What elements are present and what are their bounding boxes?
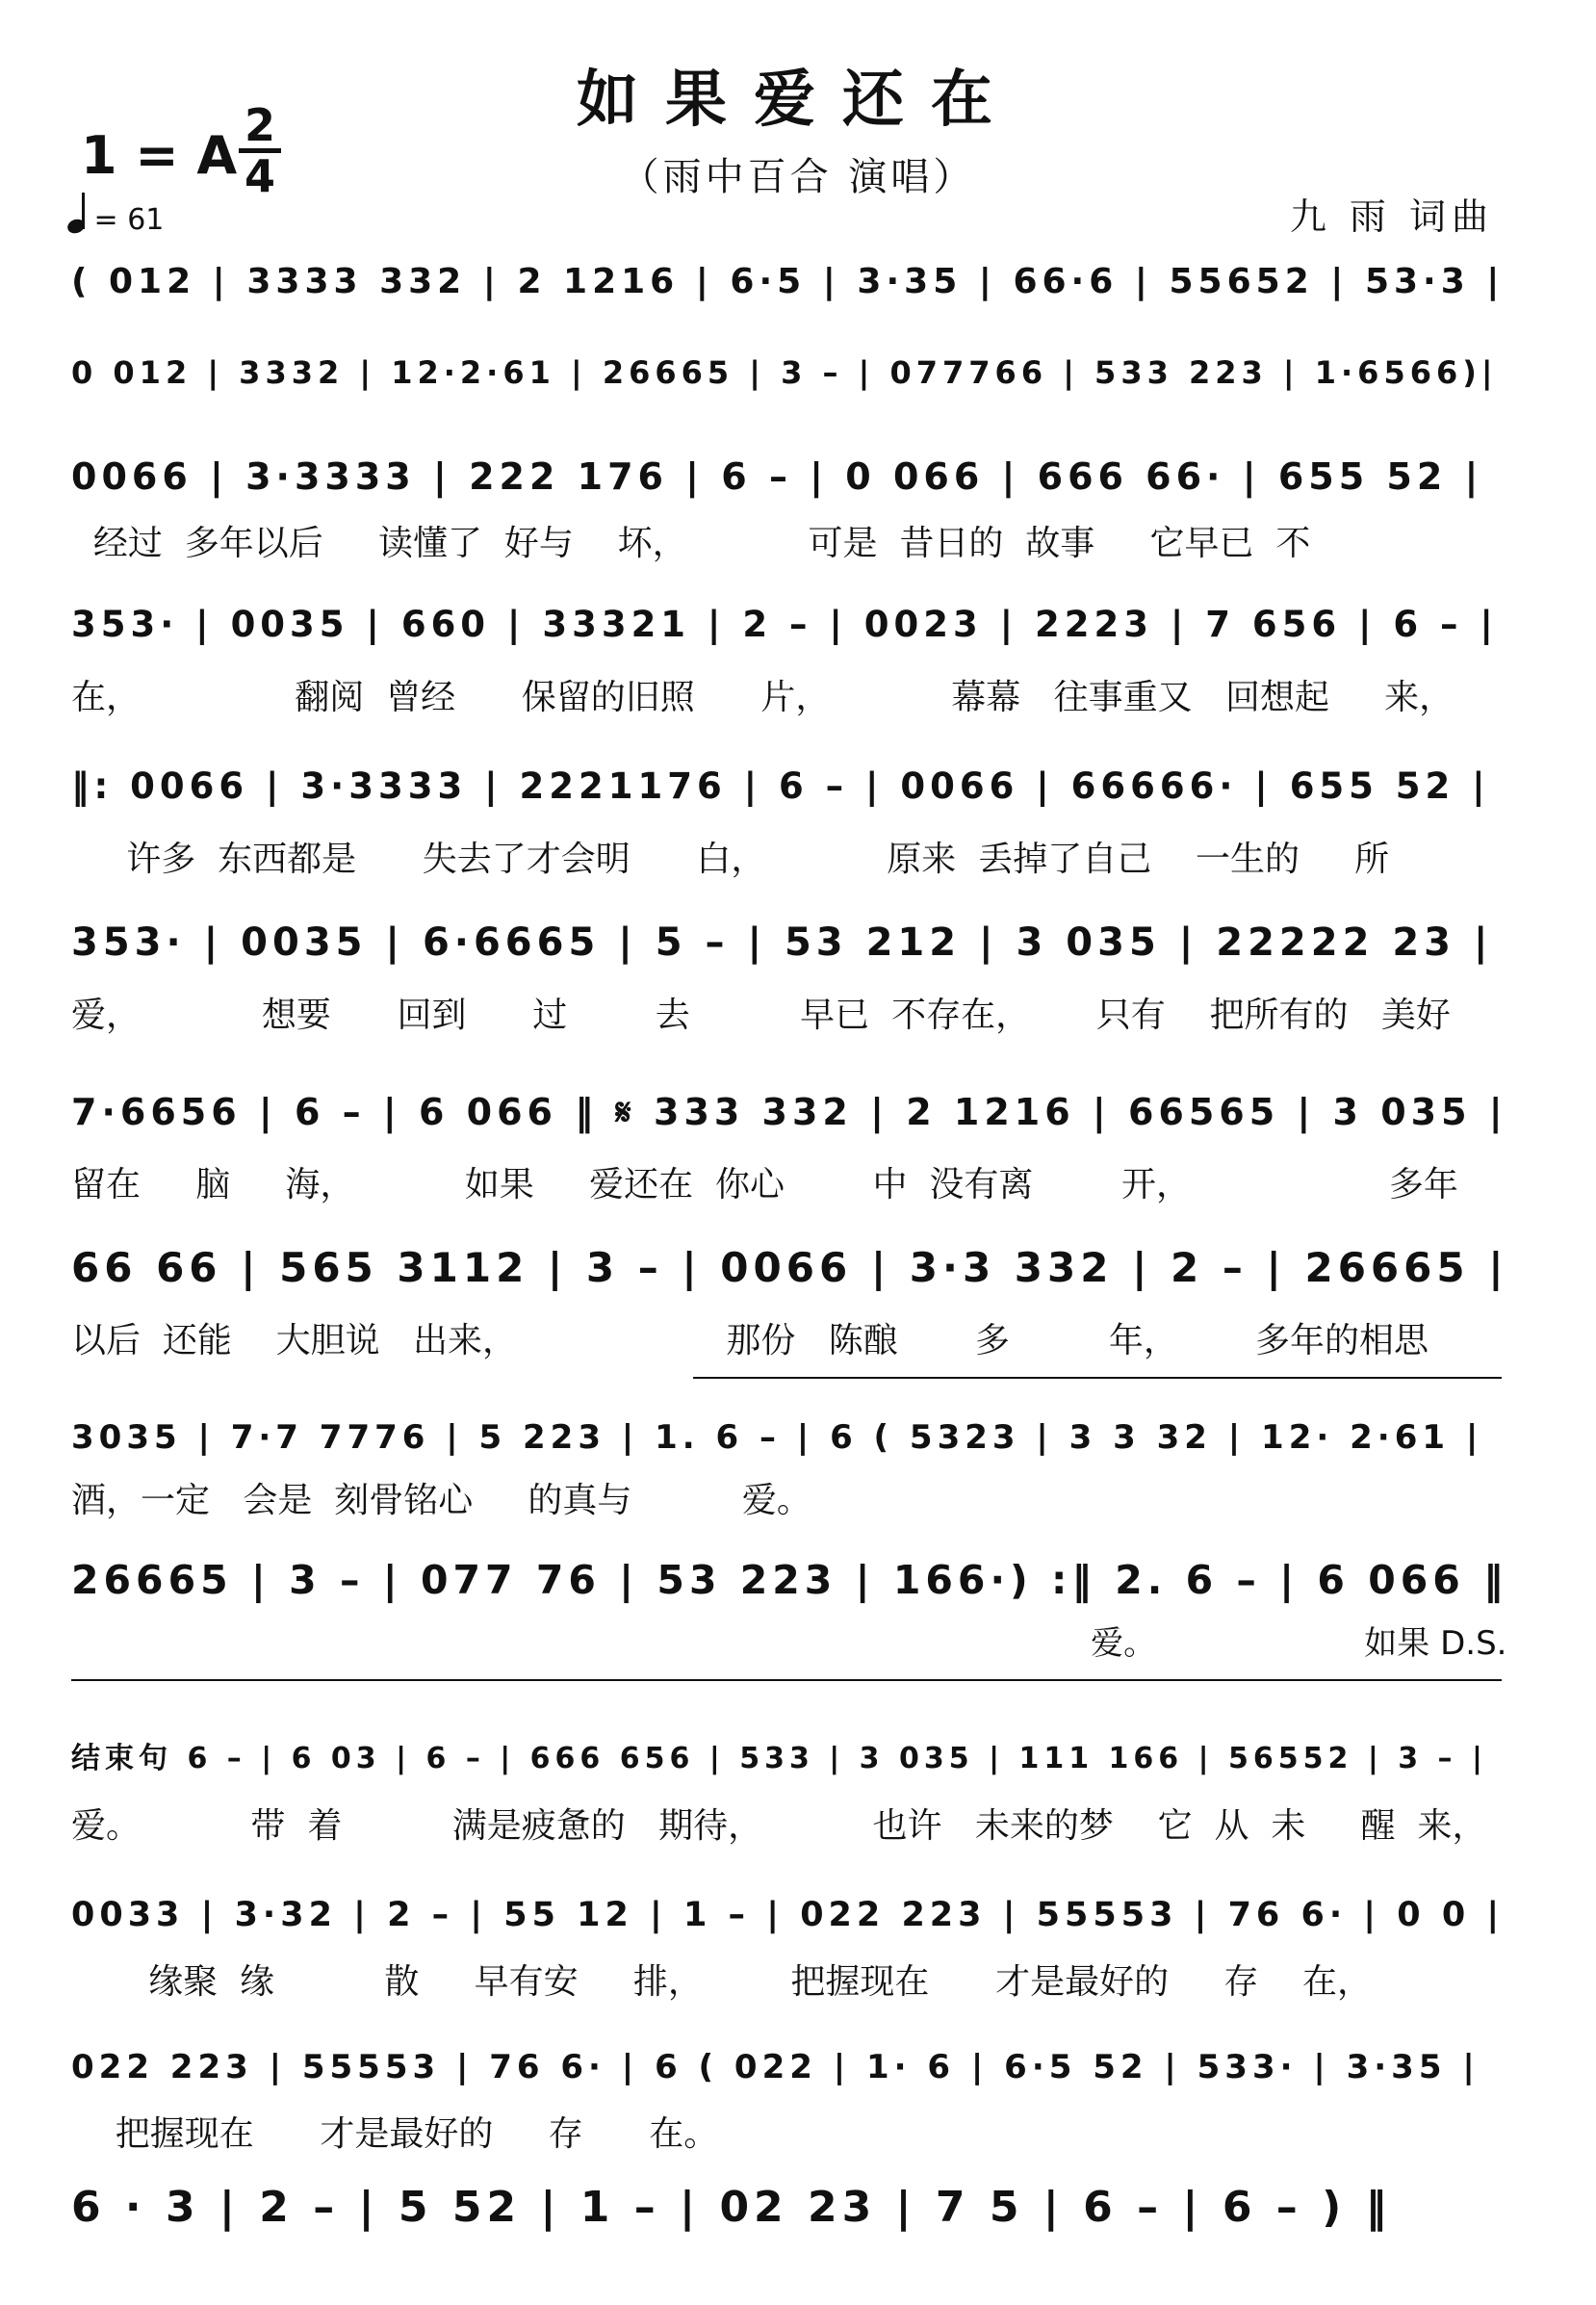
row-notes: 0 012 | 3332 | 12·2·61 | 26665 | 3 – | 077766 | 533 223 | 1·6566)|: [71, 354, 1498, 391]
row-lyrics: 把握现在 才是最好的 存 在。: [71, 2114, 719, 2154]
tempo-value: = 61: [93, 203, 165, 237]
time-signature-bottom: 4: [244, 150, 275, 202]
row-notes: 022 223 | 55553 | 76 6· | 6 ( 022 | 1· 6 | 6·5 52 | 533· | 3·35 |: [71, 2048, 1480, 2086]
row-notes: 3035 | 7·7 7776 | 5 223 | 1. 6 – | 6 ( 5323 | 3 3 32 | 12· 2·61 |: [71, 1418, 1483, 1457]
key-signature: 1 = A: [81, 125, 238, 186]
time-signature-top: 2: [244, 99, 275, 151]
row-lyrics: 经过 多年以后 读懂了 好与 坏， 可是 昔日的 故事 它早已 不: [71, 524, 1311, 563]
song-subtitle: （雨中百合 演唱）: [620, 155, 976, 199]
time-signature: [239, 99, 281, 202]
row-notes: 353· | 0035 | 660 | 33321 | 2 – | 0023 | 2223 | 7 656 | 6 – |: [71, 604, 1498, 645]
row-notes: 结束句 6 – | 6 03 | 6 – | 666 656 | 533 | 3 035 | 111 166 | 56552 | 3 – |: [71, 1742, 1487, 1775]
row-lyrics: 爱。 带 着 满是疲惫的 期待， 也许 未来的梦 它 从 未 醒 来，: [71, 1806, 1487, 1846]
row-lyrics: 酒，一定 会是 刻骨铭心 的真与 爱。: [71, 1481, 811, 1520]
coda-line: [71, 1679, 1502, 1681]
row-lyrics: 许多 东西都是 失去了才会明 白， 原来 丢掉了自己 一生的 所: [71, 840, 1390, 879]
song-title: 如果爱还在: [577, 64, 1019, 136]
row-notes: 0033 | 3·32 | 2 – | 55 12 | 1 – | 022 223 | 55553 | 76 6· | 0 0 |: [71, 1896, 1505, 1934]
row-notes: 353· | 0035 | 6·6665 | 5 – | 53 212 | 3 035 | 22222 23 |: [71, 920, 1493, 965]
row-notes: 7·6656 | 6 – | 6 066 ‖ 𝄋 333 332 | 2 1216 | 66565 | 3 035 |: [71, 1091, 1507, 1133]
row-notes: ‖: 0066 | 3·3333 | 2221176 | 6 – | 0066 | 66666· | 655 52 |: [71, 765, 1490, 807]
credit: 九 雨 词曲: [1289, 195, 1494, 238]
volta-line-1: [693, 1377, 1502, 1379]
row-notes: 66 66 | 565 3112 | 3 – | 0066 | 3·3 332 | 2 – | 26665 |: [71, 1244, 1508, 1291]
row-notes: 0066 | 3·3333 | 222 176 | 6 – | 0 066 | 666 66· | 655 52 |: [71, 455, 1483, 498]
tempo-marking: [67, 193, 164, 237]
row-lyrics: 爱， 想要 回到 过 去 早已 不存在， 只有 把所有的 美好: [71, 996, 1451, 1035]
row-lyrics: 在， 翻阅 曾经 保留的旧照 片， 幕幕 往事重又 回想起 来，: [71, 678, 1454, 717]
row-lyrics: 缘聚 缘 散 早有安 排， 把握现在 才是最好的 存 在，: [71, 1962, 1373, 2002]
row-lyrics: 爱。 如果 D.S.: [71, 1624, 1507, 1663]
row-notes: 26665 | 3 – | 077 76 | 53 223 | 166·) :‖ 2. 6 – | 6 066 ‖: [71, 1557, 1508, 1603]
row-lyrics: 以后 还能 大胆说 出来， 那份 陈酿 多 年， 多年的相思: [71, 1321, 1429, 1360]
row-notes: 6 · 3 | 2 – | 5 52 | 1 – | 02 23 | 7 5 | 6 – | 6 – ) ‖: [71, 2183, 1392, 2232]
row-notes: ( 012 | 3333 332 | 2 1216 | 6·5 | 3·35 | 66·6 | 55652 | 53·3 |: [71, 262, 1505, 301]
row-lyrics: 留在 脑 海， 如果 爱还在 你心 中 没有离 开， 多年: [71, 1165, 1458, 1204]
